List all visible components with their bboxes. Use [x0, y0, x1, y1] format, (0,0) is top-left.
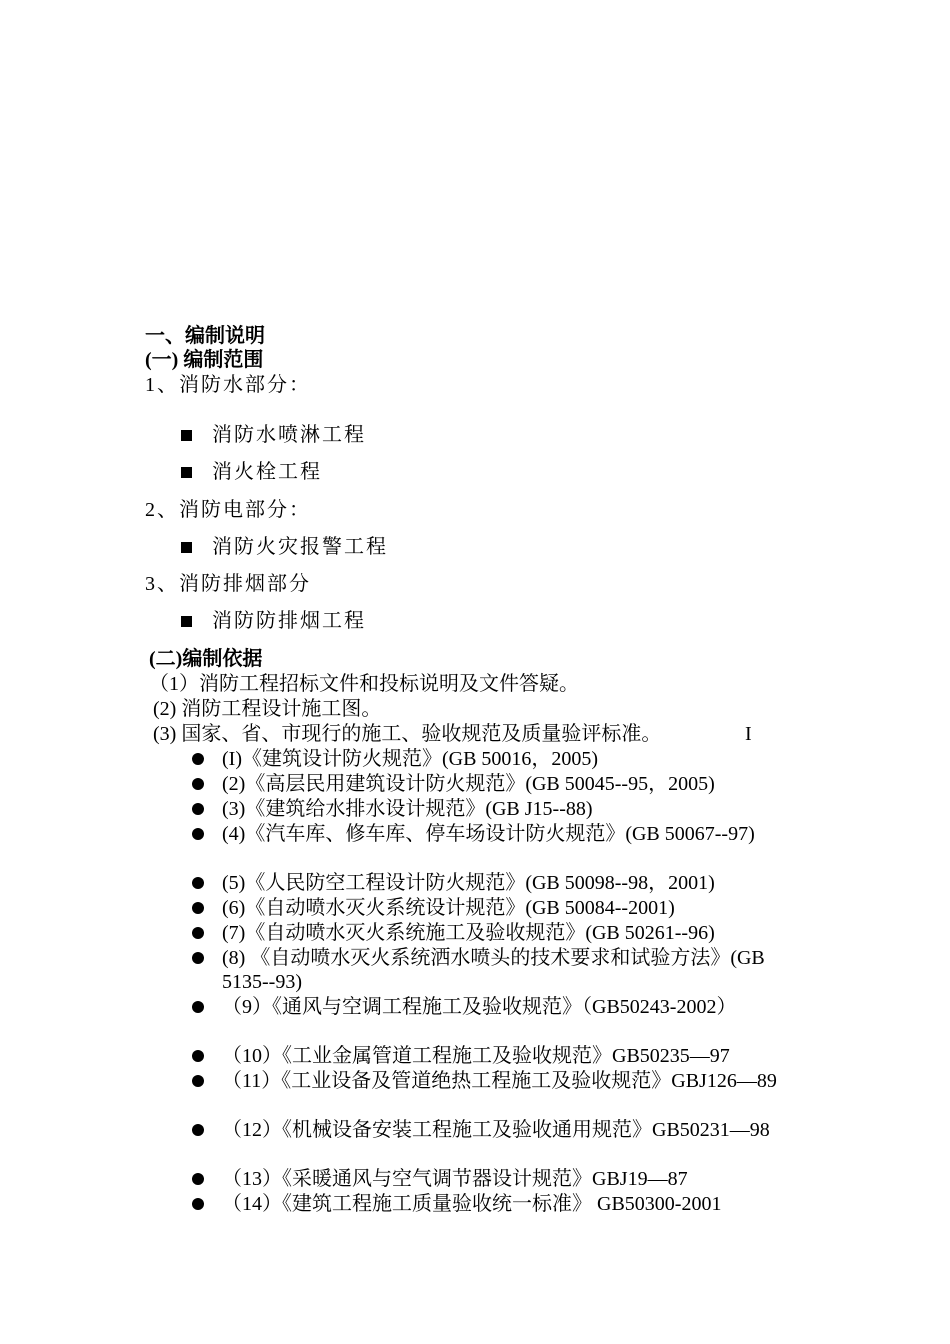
bullet-dot-icon [192, 1001, 204, 1013]
square-bullet-icon [181, 430, 192, 441]
scope-part1-label: 1、消防水部分： [145, 374, 311, 396]
bullet-dot-icon [192, 927, 204, 939]
basis-heading: (二)编制依据 [149, 648, 263, 670]
bullet-dot-icon [192, 952, 204, 964]
bullet-dot-icon [192, 1050, 204, 1062]
bullet-dot-icon [192, 828, 204, 840]
basis-line: （1）消防工程招标文件和投标说明及文件答疑。 [149, 673, 579, 695]
standard-item: (7)《自动喷水灭火系统施工及验收规范》(GB 50261--96) [222, 922, 715, 944]
standard-item: (4)《汽车库、修车库、停车场设计防火规范》(GB 50067--97) [222, 823, 755, 845]
standard-item: （12）《机械设备安装工程施工及验收通用规范》GB50231—98 [222, 1119, 770, 1141]
scope-part3-label: 3、消防排烟部分 [145, 573, 311, 595]
standard-item: (3)《建筑给水排水设计规范》(GB J15--88) [222, 798, 593, 820]
scope-item: 消防水喷淋工程 [212, 424, 366, 446]
scope-item: 消防防排烟工程 [212, 610, 366, 632]
bullet-dot-icon [192, 1173, 204, 1185]
square-bullet-icon [181, 616, 192, 627]
bullet-dot-icon [192, 902, 204, 914]
standard-item: （13）《采暖通风与空气调节器设计规范》GBJ19—87 [222, 1168, 688, 1190]
bullet-dot-icon [192, 1075, 204, 1087]
standard-item: (5)《人民防空工程设计防火规范》(GB 50098--98，2001) [222, 872, 715, 894]
standard-item: (I)《建筑设计防火规范》(GB 50016，2005) [222, 748, 599, 770]
standard-item: （10）《工业金属管道工程施工及验收规范》GB50235—97 [222, 1045, 730, 1067]
standard-item: (6)《自动喷水灭火系统设计规范》(GB 50084--2001) [222, 897, 675, 919]
basis-line: (2) 消防工程设计施工图。 [153, 698, 382, 720]
square-bullet-icon [181, 542, 192, 553]
scope-part2-label: 2、消防电部分： [145, 499, 311, 521]
square-bullet-icon [181, 467, 192, 478]
bullet-dot-icon [192, 1124, 204, 1136]
stray-mark: I [745, 723, 752, 745]
section-heading: 一、编制说明 [145, 325, 265, 347]
bullet-dot-icon [192, 778, 204, 790]
scope-item: 消火栓工程 [212, 461, 322, 483]
scope-item: 消防火灾报警工程 [212, 536, 388, 558]
standard-item: （9）《通风与空调工程施工及验收规范》（GB50243-2002） [222, 996, 737, 1018]
bullet-dot-icon [192, 1198, 204, 1210]
standard-item: （11）《工业设备及管道绝热工程施工及验收规范》GBJ126—89 [222, 1070, 777, 1092]
standard-item: (2)《高层民用建筑设计防火规范》(GB 50045--95，2005) [222, 773, 715, 795]
bullet-dot-icon [192, 753, 204, 765]
standard-item: （14）《建筑工程施工质量验收统一标准》 GB50300-2001 [222, 1193, 722, 1215]
bullet-dot-icon [192, 803, 204, 815]
basis-line: (3) 国家、省、市现行的施工、验收规范及质量验评标准。 [153, 723, 662, 745]
scope-heading: (一) 编制范围 [145, 349, 264, 371]
bullet-dot-icon [192, 877, 204, 889]
standard-item: (8) 《自动喷水灭火系统洒水喷头的技术要求和试验方法》(GB 5135--93) [222, 947, 765, 993]
